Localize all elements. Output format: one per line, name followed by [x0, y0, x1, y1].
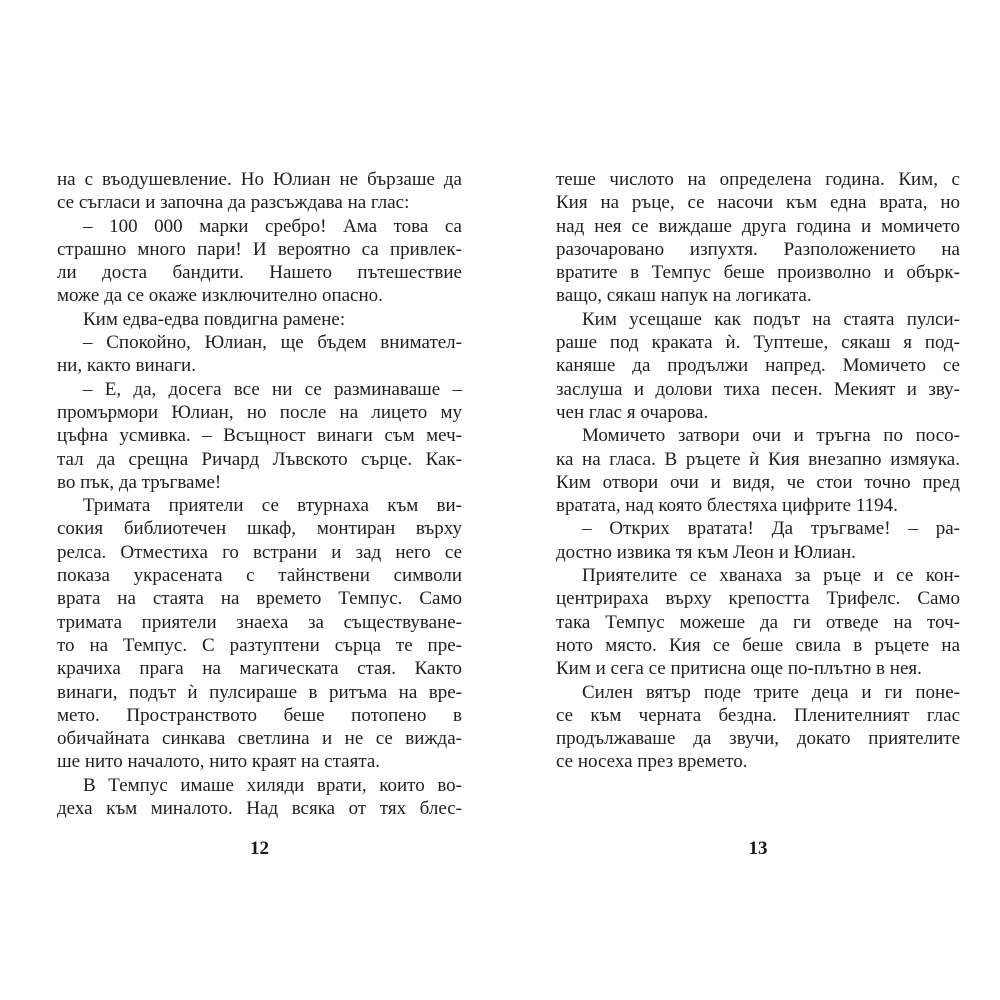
text-line: Ким и сега се притисна още по-плътно в нея.: [556, 658, 922, 680]
text-line: ни, както винаги.: [57, 355, 196, 377]
page-left-text-column: [57, 168, 462, 820]
text-line: центрираха върху крепостта Трифелс. Само: [556, 588, 960, 610]
text-line: ното място. Кия се беше свила в ръцете на: [556, 634, 960, 656]
text-line: страшно много пари! И вероятно са привлек-: [57, 238, 462, 260]
text-line: може да се окаже изключително опасно.: [57, 285, 383, 307]
text-line: ващо, сякаш напук на логиката.: [556, 285, 812, 307]
text-line: тримата приятели знаеха за съществуване-: [57, 611, 462, 633]
text-line: се носеха през времето.: [556, 751, 748, 773]
text-line: обичайната синкава светлина и не се вижда-: [57, 728, 462, 750]
text-line: Момичето затвори очи и тръгна по посо-: [582, 425, 960, 447]
text-line: на с въодушевление. Но Юлиан не бързаше да: [57, 169, 462, 190]
text-line: продължаваше да звучи, докато приятелите: [556, 728, 960, 750]
text-line: разочаровано изпухтя. Разположението на: [556, 238, 960, 260]
text-line: промърмори Юлиан, но после на лицето му: [57, 401, 462, 423]
text-line: деха към миналото. Над всяка от тях блес-: [57, 798, 462, 820]
text-line: над нея се виждаше друга година и момичето: [556, 215, 960, 237]
text-line: – Открих вратата! Да тръгваме! – ра-: [582, 518, 960, 540]
text-line: ли доста бандити. Нашето пътешествие: [57, 262, 462, 284]
text-line: винаги, подът ѝ пулсираше в ритъма на вре-: [57, 681, 462, 703]
page-number-left: 12: [250, 838, 269, 859]
text-line: Ким усещаше как подът на стаята пулси-: [582, 308, 960, 330]
text-line: Приятелите се хванаха за ръце и се кон-: [582, 565, 960, 587]
text-line: релса. Отместиха го встрани и зад него се: [57, 541, 462, 563]
text-line: во пък, да тръгваме!: [57, 471, 222, 493]
text-line: В Темпус имаше хиляди врати, които во-: [83, 774, 462, 796]
text-line: Кия на ръце, се насочи към една врата, но: [556, 192, 960, 214]
text-line: Тримата приятели се втурнаха към ви-: [83, 495, 462, 517]
text-line: врата на стаята на времето Темпус. Само: [57, 588, 462, 610]
page-number-right: 13: [748, 838, 768, 859]
text-line: вратата, над която блестяха цифрите 1194.: [556, 495, 898, 517]
text-line: се съгласи и започна да разсъждава на глас:: [57, 192, 410, 214]
page-right-text-column: [556, 168, 960, 774]
text-line: чен глас я очарова.: [556, 401, 709, 423]
text-line: Ким отвори очи и видя, че стои точно пред: [556, 471, 960, 493]
text-line: Ким едва-едва повдигна рамене:: [83, 308, 346, 330]
text-line: се към черната бездна. Пленителният глас: [556, 704, 960, 726]
text-line: заслуша и долови тиха песен. Мекият и зву-: [556, 378, 960, 400]
text-line: показа украсената с тайнствени символи: [57, 565, 462, 587]
text-line: вратите в Темпус беше произволно и обърк-: [556, 262, 960, 284]
text-line: Силен вятър поде трите деца и ги поне-: [582, 681, 960, 703]
text-line: мето. Пространството беше потопено в: [57, 704, 462, 726]
text-line: то на Темпус. С разтуптени сърца те пре-: [57, 634, 462, 656]
book-page-left: [57, 168, 462, 928]
text-line: цъфна усмивка. – Всъщност винаги съм меч-: [57, 425, 462, 447]
text-line: сокия библиотечен шкаф, монтиран върху: [57, 518, 462, 540]
text-line: ка на гласа. В ръцете ѝ Кия внезапно измяука.: [556, 448, 960, 470]
text-line: – 100 000 марки сребро! Ама това са: [83, 215, 462, 237]
text-line: тал да срещна Ричард Лъвското сърце. Как-: [57, 448, 462, 470]
text-line: – Спокойно, Юлиан, ще бъдем внимател-: [83, 332, 462, 354]
text-line: раше под краката ѝ. Туптеше, сякаш я под-: [556, 332, 960, 354]
text-line: достно извика тя към Леон и Юлиан.: [556, 541, 856, 563]
text-line: – Е, да, досега все ни се разминаваше –: [83, 378, 462, 400]
text-line: теше числото на определена година. Ким, с: [556, 169, 960, 190]
text-line: така Темпус можеше да ги отведе на точ-: [556, 611, 960, 633]
book-page-right: [556, 168, 960, 928]
text-line: каняше да продължи напред. Момичето се: [556, 355, 960, 377]
text-line: крачиха прага на магическата стая. Както: [57, 658, 462, 680]
text-line: ше нито началото, нито краят на стаята.: [57, 751, 381, 773]
